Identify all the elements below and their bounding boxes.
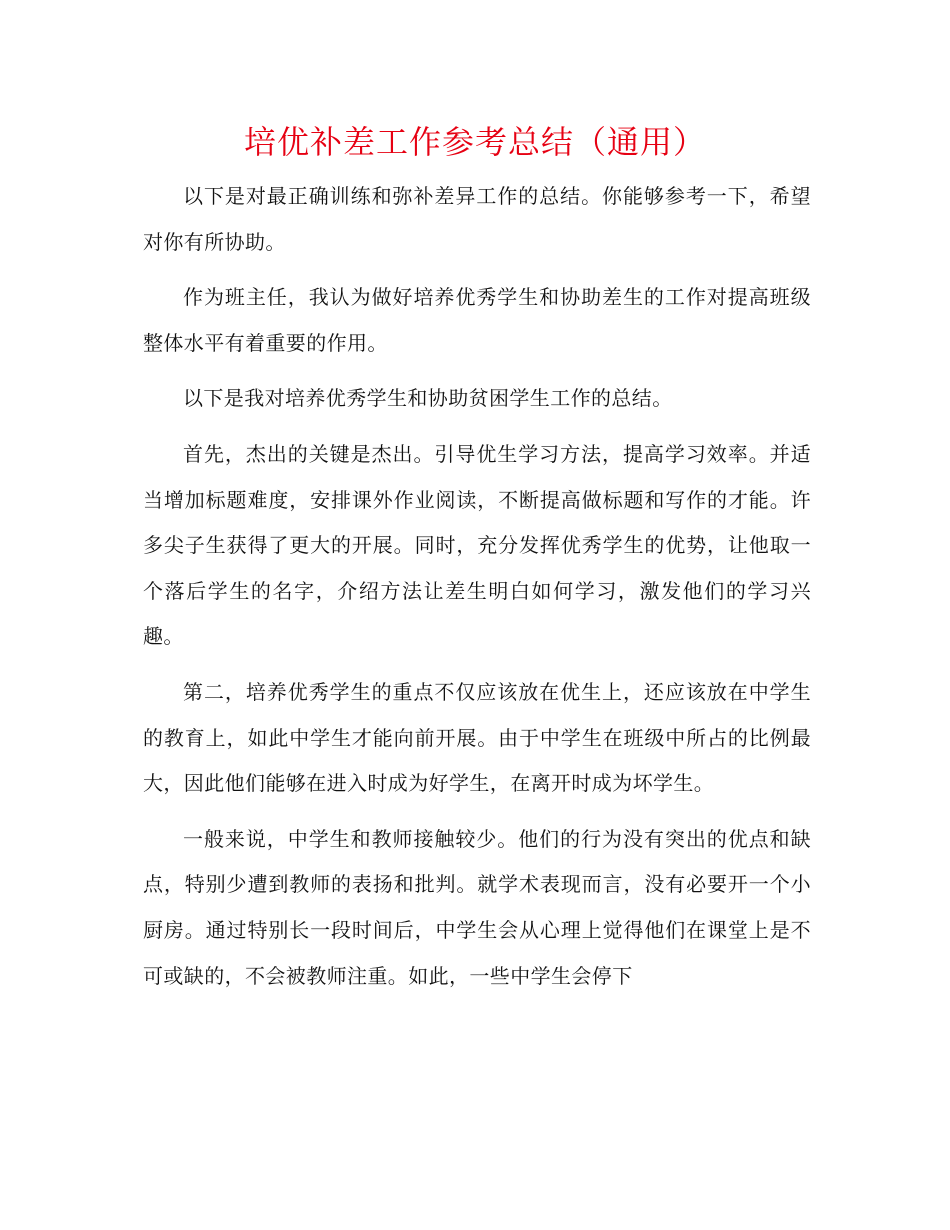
paragraph-second-point: 第二，培养优秀学生的重点不仅应该放在优生上，还应该放在中学生的教育上，如此中学生才能向前开展。由于中学生在班级中所占的比例最大，因此他们能够在进入时成为好学生，在离开时成为坏学生。 xyxy=(143,679,811,796)
paragraph-intro: 以下是对最正确训练和弥补差异工作的总结。你能够参考一下，希望对你有所协助。 xyxy=(143,184,811,254)
paragraph-middle-students: 一般来说，中学生和教师接触较少。他们的行为没有突出的优点和缺点，特别少遭到教师的表扬和批判。就学术表现而言，没有必要开一个小厨房。通过特别长一段时间后，中学生会从心理上觉得他们在课堂上是不可或缺的，不会被教师注重。如此，一些中学生会停下 xyxy=(143,826,811,988)
paragraph-role: 作为班主任，我认为做好培养优秀学生和协助差生的工作对提高班级整体水平有着重要的作用。 xyxy=(143,285,811,355)
document-body xyxy=(143,174,811,1009)
document-title: 培优补差工作参考总结（通用） xyxy=(243,123,706,161)
paragraph-summary-lead: 以下是我对培养优秀学生和协助贫困学生工作的总结。 xyxy=(183,386,673,411)
paragraph-first-point: 首先，杰出的关键是杰出。引导优生学习方法，提高学习效率。并适当增加标题难度，安排课外作业阅读，不断提高做标题和写作的才能。许多尖子生获得了更大的开展。同时，充分发挥优秀学生的优势，让他取一个落后学生的名字，介绍方法让差生明白如何学习，激发他们的学习兴趣。 xyxy=(143,441,811,649)
